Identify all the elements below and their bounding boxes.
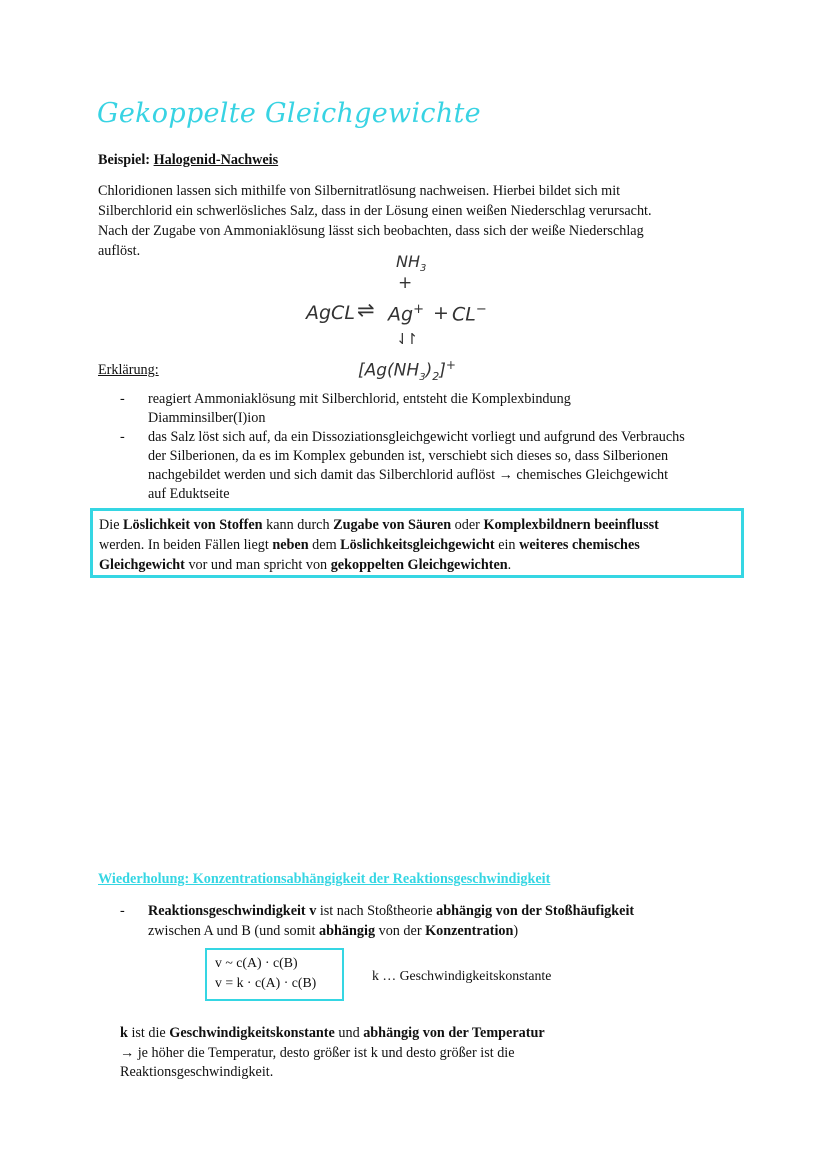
intro-line: Silberchlorid ein schwerlösliches Salz, dass in der Lösung einen weißen Niederschlag verursacht. (98, 203, 652, 219)
reaction-complex: $[Ag(NH_3)_2]^+$ (358, 358, 456, 384)
reaction-ag: Ag+ (388, 302, 424, 326)
reaction-agcl: AgCL (306, 302, 355, 324)
formula-proportional: v ~ c(A) · c(B) (215, 955, 298, 970)
intro-paragraph (98, 181, 738, 261)
summary-line: Gleichgewicht vor und man spricht von gekoppelten Gleichgewichten. (99, 557, 512, 573)
list-item: - das Salz löst sich auf, da ein Dissoziationsgleichgewicht vorliegt und aufgrund des Verbrauchs der Silberionen, da es im Komplex gebunden ist, verschiebt sich dieses so, dass Silberionen nachgebildet werden und sich damit das Silberchlorid auflöst → chemisches Gleichgewicht auf Eduktseite (120, 428, 760, 504)
formula-rate-law: v = k · c(A) · c(B) (215, 975, 317, 990)
summary-line: werden. In beiden Fällen liegt neben dem Löslichkeitsgleichgewicht ein weiteres chemisches (99, 537, 640, 553)
example-heading (98, 152, 278, 169)
list-item: k ist die Geschwindigkeitskonstante und abhängig von der Temperatur → je höher die Temperatur, desto größer ist k und desto größer ist die Reaktionsgeschwindigkeit. (120, 1025, 545, 1080)
reaction-cl: CL− (452, 302, 487, 326)
page-title: Gekoppelte Gleichgewichte (97, 98, 481, 129)
list-item: - Reaktionsgeschwindigkeit v ist nach Stoßtheorie abhängig von der Stoßhäufigkeit zwischen A und B (und somit abhängig von der Konzentration) (120, 902, 760, 941)
example-prefix: Beispiel: (98, 152, 154, 168)
rate-list (120, 902, 760, 941)
reaction-nh3: $NH_3$ (396, 252, 427, 275)
k-definition: k … Geschwindigkeitskonstante (372, 968, 552, 983)
intro-line: Nach der Zugabe von Ammoniaklösung lässt sich beobachten, dass sich der weiße Niederschlag (98, 223, 644, 239)
explanation-label: Erklärung: (98, 362, 159, 378)
vertical-equilibrium-arrow: ⇃↾ (396, 330, 416, 348)
list-item: - reagiert Ammoniaklösung mit Silberchlorid, entsteht die Komplexbindung Diamminsilber(I)ion (120, 390, 760, 428)
reaction-plus: + (433, 302, 449, 324)
intro-line: auflöst. (98, 243, 141, 259)
reaction-plus-top: + (398, 273, 413, 293)
intro-line: Chloridionen lassen sich mithilfe von Silbernitratlösung nachweisen. Hierbei bildet sich mit (98, 183, 621, 199)
rate-formula-box (205, 948, 344, 1001)
summary-box (90, 508, 744, 578)
example-topic: Halogenid-Nachweis (153, 152, 279, 168)
summary-line: Die Löslichkeit von Stoffen kann durch Zugabe von Säuren oder Komplexbildnern beeinflusst (99, 517, 659, 533)
k-list (120, 1024, 760, 1083)
review-heading: Wiederholung: Konzentrationsabhängigkeit der Reaktionsgeschwindigkeit (98, 871, 551, 887)
equilibrium-arrow: ⇌ (357, 298, 375, 322)
explanation-list (120, 390, 760, 504)
